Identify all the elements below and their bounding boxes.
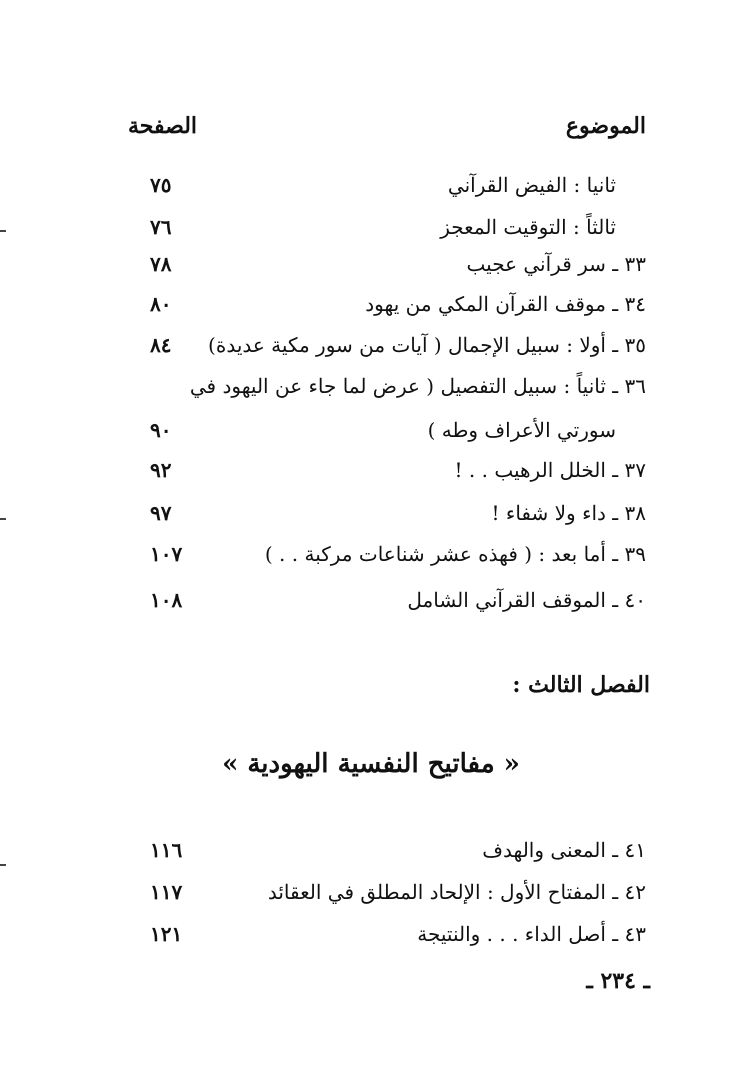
toc-entry-page: ٩٧ [150, 501, 172, 525]
toc-entry [150, 838, 646, 872]
toc-entry-title: ٤٢ ـ المفتاح الأول : الإلحاد المطلق في العقائد [267, 880, 646, 904]
toc-entry-page: ١١٧ [150, 880, 183, 904]
toc-entry [150, 215, 646, 249]
toc-entry-page: ٨٤ [150, 333, 172, 357]
toc-entry-title: سورتي الأعراف وطه ) [427, 418, 616, 442]
page-number: ـ ٢٣٤ ـ [586, 968, 650, 994]
toc-entry-page: ٨٠ [150, 292, 172, 316]
toc-entry [150, 333, 646, 367]
toc-entry-page: ٧٥ [150, 173, 172, 197]
toc-entry [150, 374, 646, 408]
scan-mark [0, 230, 6, 232]
toc-entry-title: ٤١ ـ المعنى والهدف [482, 838, 646, 862]
toc-entry [150, 252, 646, 286]
toc-entry [150, 173, 646, 207]
toc-entry-title: ٤٣ ـ أصل الداء . . . والنتيجة [417, 922, 646, 946]
toc-entry-continuation [150, 418, 646, 452]
column-header-page: الصفحة [128, 113, 198, 139]
toc-entry-title: ثالثاً : التوقيت المعجز [440, 215, 616, 239]
toc-entry-page: ٧٨ [150, 252, 172, 276]
toc-entry [150, 292, 646, 326]
scan-mark [0, 864, 6, 866]
toc-entry-page: ١٠٧ [150, 542, 183, 566]
section-heading: الفصل الثالث : [512, 672, 650, 698]
toc-entry-title: ثانيا : الفيض القرآني [447, 173, 616, 197]
toc-entry-page: ٧٦ [150, 215, 172, 239]
toc-entry [150, 922, 646, 956]
toc-entry-title: ٣٣ ـ سر قرآني عجيب [466, 252, 646, 276]
toc-entry [150, 880, 646, 914]
toc-entry-page: ١٠٨ [150, 588, 183, 612]
toc-entry-title: ٣٩ ـ أما بعد : ( فهذه عشر شناعات مركبة . . ) [264, 542, 646, 566]
scan-mark [0, 518, 6, 520]
toc-entry-title: ٣٨ ـ داء ولا شفاء ! [491, 501, 646, 525]
toc-entry-title: ٣٦ ـ ثانياً : سبيل التفصيل ( عرض لما جاء عن اليهود في [189, 374, 646, 398]
toc-entry [150, 458, 646, 492]
toc-entry [150, 501, 646, 535]
toc-entry-title: ٤٠ ـ الموقف القرآني الشامل [407, 588, 646, 612]
toc-entry [150, 588, 646, 622]
toc-entry [150, 542, 646, 576]
toc-entry-title: ٣٥ ـ أولا : سبيل الإجمال ( آيات من سور مكية عديدة) [208, 333, 646, 357]
toc-entry-page: ٩٠ [150, 418, 172, 442]
toc-entry-page: ١١٦ [150, 838, 183, 862]
toc-entry-title: ٣٧ ـ الخلل الرهيب . . ! [454, 458, 646, 482]
toc-entry-page: ١٢١ [150, 922, 183, 946]
column-header-topic: الموضوع [565, 113, 646, 139]
chapter-title: « مفاتيح النفسية اليهودية » [222, 749, 520, 779]
toc-entry-page: ٩٢ [150, 458, 172, 482]
toc-entry-title: ٣٤ ـ موقف القرآن المكي من يهود [365, 292, 646, 316]
